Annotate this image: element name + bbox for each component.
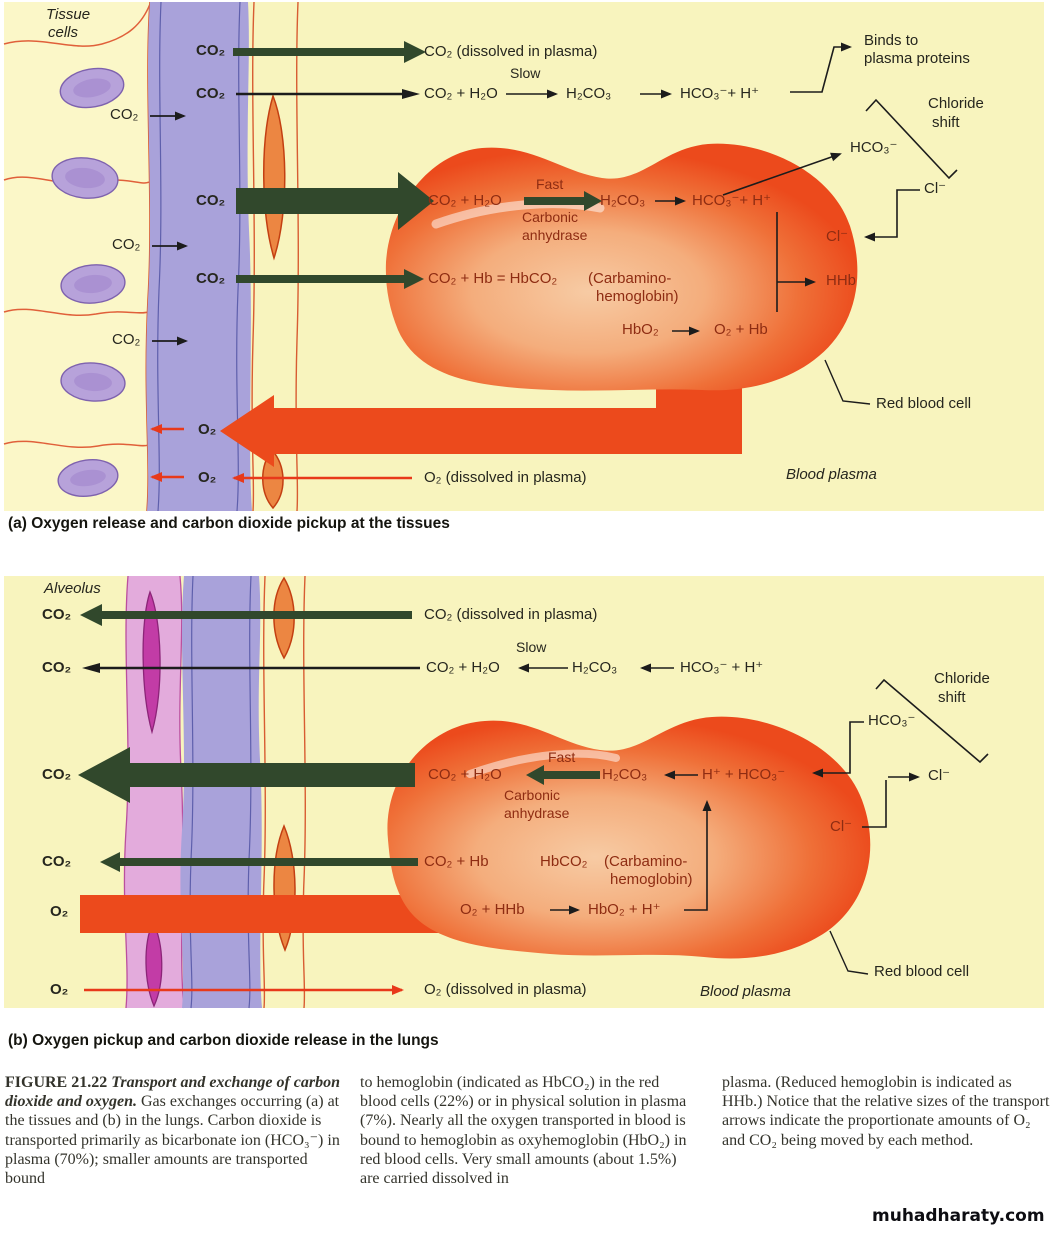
carbonic-anhydrase-1: Carbonic [504,787,561,803]
carbonic-anhydrase-2: anhydrase [504,805,570,821]
figure-caption-text-1: Gas exchanges occurring (a) at the tissues and (b) in the lungs. Carbon dioxide is transported primarily as bicarbonate ion (HCO₃⁻) in plasma (70%); smaller amounts are transported bound [5,1093,340,1187]
cl-out-label: Cl⁻ [924,180,947,197]
tissue-cells-label-1: Tissue [46,6,91,23]
figure-caption-col1 [5,1073,350,1188]
co2-label: CO₂ [196,270,226,287]
co2-label: CO₂ [196,85,226,102]
panel-a-caption: (a) Oxygen release and carbon dioxide pickup at the tissues [8,515,450,532]
co2-label: CO₂ [42,853,72,870]
binds-to-label-1: Binds to [864,32,919,49]
eq-co2-h2o: CO₂ + H₂O [426,659,500,676]
blood-plasma-label: Blood plasma [700,983,791,1000]
red-blood-cell [387,717,870,959]
hco3-out-label: HCO₃⁻ [850,139,898,156]
figure-caption-col3: plasma. (Reduced hemoglobin is indicated as HHb.) Notice that the relative sizes of the transport arrows indicate the proportionate amounts of O₂ and CO₂ being moved by each method. [722,1074,1050,1149]
o2-label: O₂ [198,421,217,438]
hhb-label: HHb [826,272,857,289]
co2-dissolved-text: CO₂ (dissolved in plasma) [424,606,598,623]
carbamino-label-1: (Carbamino- [588,270,672,287]
red-blood-cell-label: Red blood cell [876,395,972,412]
eq-hbco2: HbCO₂ [540,853,588,870]
co2-label: CO₂ [42,606,72,623]
co2-label: CO₂ [112,331,141,348]
eq-h2co3-rbc: H₂CO₃ [600,192,646,209]
eq-co2-hb: CO₂ + Hb [424,853,489,870]
tissue-cells-label-2: cells [48,24,79,41]
co2-label: CO₂ [196,42,226,59]
eq-o2-hhb: O₂ + HHb [460,901,525,918]
eq-hco3-h: HCO₃⁻ + H⁺ [680,659,764,676]
eq-h-hco3-rbc: H⁺ + HCO₃⁻ [702,766,786,783]
eq-hbo2-h: HbO₂ + H⁺ [588,901,661,918]
co2-dissolved-text: CO₂ (dissolved in plasma) [424,43,598,60]
eq-h2co3: H₂CO₃ [566,85,612,102]
panel-b-caption: (b) Oxygen pickup and carbon dioxide release in the lungs [8,1032,439,1049]
cl-in-label: Cl⁻ [826,228,849,245]
chloride-shift-1: Chloride [928,95,984,112]
eq-o2-hb: O₂ + Hb [714,321,768,338]
figure-title: Transport and exchange of carbon dioxide and oxygen. [5,1074,340,1111]
eq-co2-h2o-rbc: CO₂ + H₂O [428,766,502,783]
eq-carbamino: CO₂ + Hb = HbCO₂ [428,270,558,287]
carbamino-label-2: hemoglobin) [610,871,693,888]
o2-dissolved-text: O₂ (dissolved in plasma) [424,469,587,486]
o2-label: O₂ [50,981,69,998]
eq-h2co3-rbc: H₂CO₃ [602,766,648,783]
slow-label: Slow [510,65,541,81]
carbonic-anhydrase-1: Carbonic [522,209,579,225]
binds-to-label-2: plasma proteins [864,50,970,67]
carbamino-label-2: hemoglobin) [596,288,679,305]
figure-number: FIGURE 21.22 [5,1074,108,1091]
figure-caption-col2: to hemoglobin (indicated as HbCO₂) in the red blood cells (22%) or in physical solution in plasma (7%). Nearly all the oxygen transported in blood is bound to hemoglobin as oxyhemoglobin (HbO₂) in red blood cells. Very small amounts (about 1.5%) are carried dissolved in [360,1074,687,1187]
blood-plasma-label: Blood plasma [786,466,877,483]
fast-label: Fast [536,176,564,192]
co2-label: CO₂ [42,766,72,783]
hco3-out-label: HCO₃⁻ [868,712,916,729]
co2-label: CO₂ [112,236,141,253]
cl-out-label: Cl⁻ [928,767,951,784]
eq-co2-h2o: CO₂ + H₂O [424,85,498,102]
o2-label: O₂ [198,469,217,486]
o2-label: O₂ [50,903,69,920]
carbamino-label-1: (Carbamino- [604,853,688,870]
o2-dissolved-text: O₂ (dissolved in plasma) [424,981,587,998]
eq-h2co3: H₂CO₃ [572,659,618,676]
fast-label: Fast [548,749,576,765]
slow-label: Slow [516,639,547,655]
red-blood-cell [386,144,858,391]
co2-label: CO₂ [42,659,72,676]
eq-co2-h2o-rbc: CO₂ + H₂O [428,192,502,209]
chloride-shift-1: Chloride [934,670,990,687]
watermark: muhadharaty.com [872,1206,1045,1226]
carbonic-anhydrase-2: anhydrase [522,227,588,243]
eq-hbo2: HbO₂ [622,321,659,338]
co2-label: CO₂ [196,192,226,209]
alveolus-label: Alveolus [44,580,101,597]
cl-in-label: Cl⁻ [830,818,853,835]
eq-hco3-h: HCO₃⁻+ H⁺ [680,85,760,102]
eq-hco3-h-rbc: HCO₃⁻+ H⁺ [692,192,772,209]
chloride-shift-2: shift [932,114,960,131]
red-blood-cell-label: Red blood cell [874,963,970,980]
chloride-shift-2: shift [938,689,966,706]
co2-label: CO₂ [110,106,139,123]
